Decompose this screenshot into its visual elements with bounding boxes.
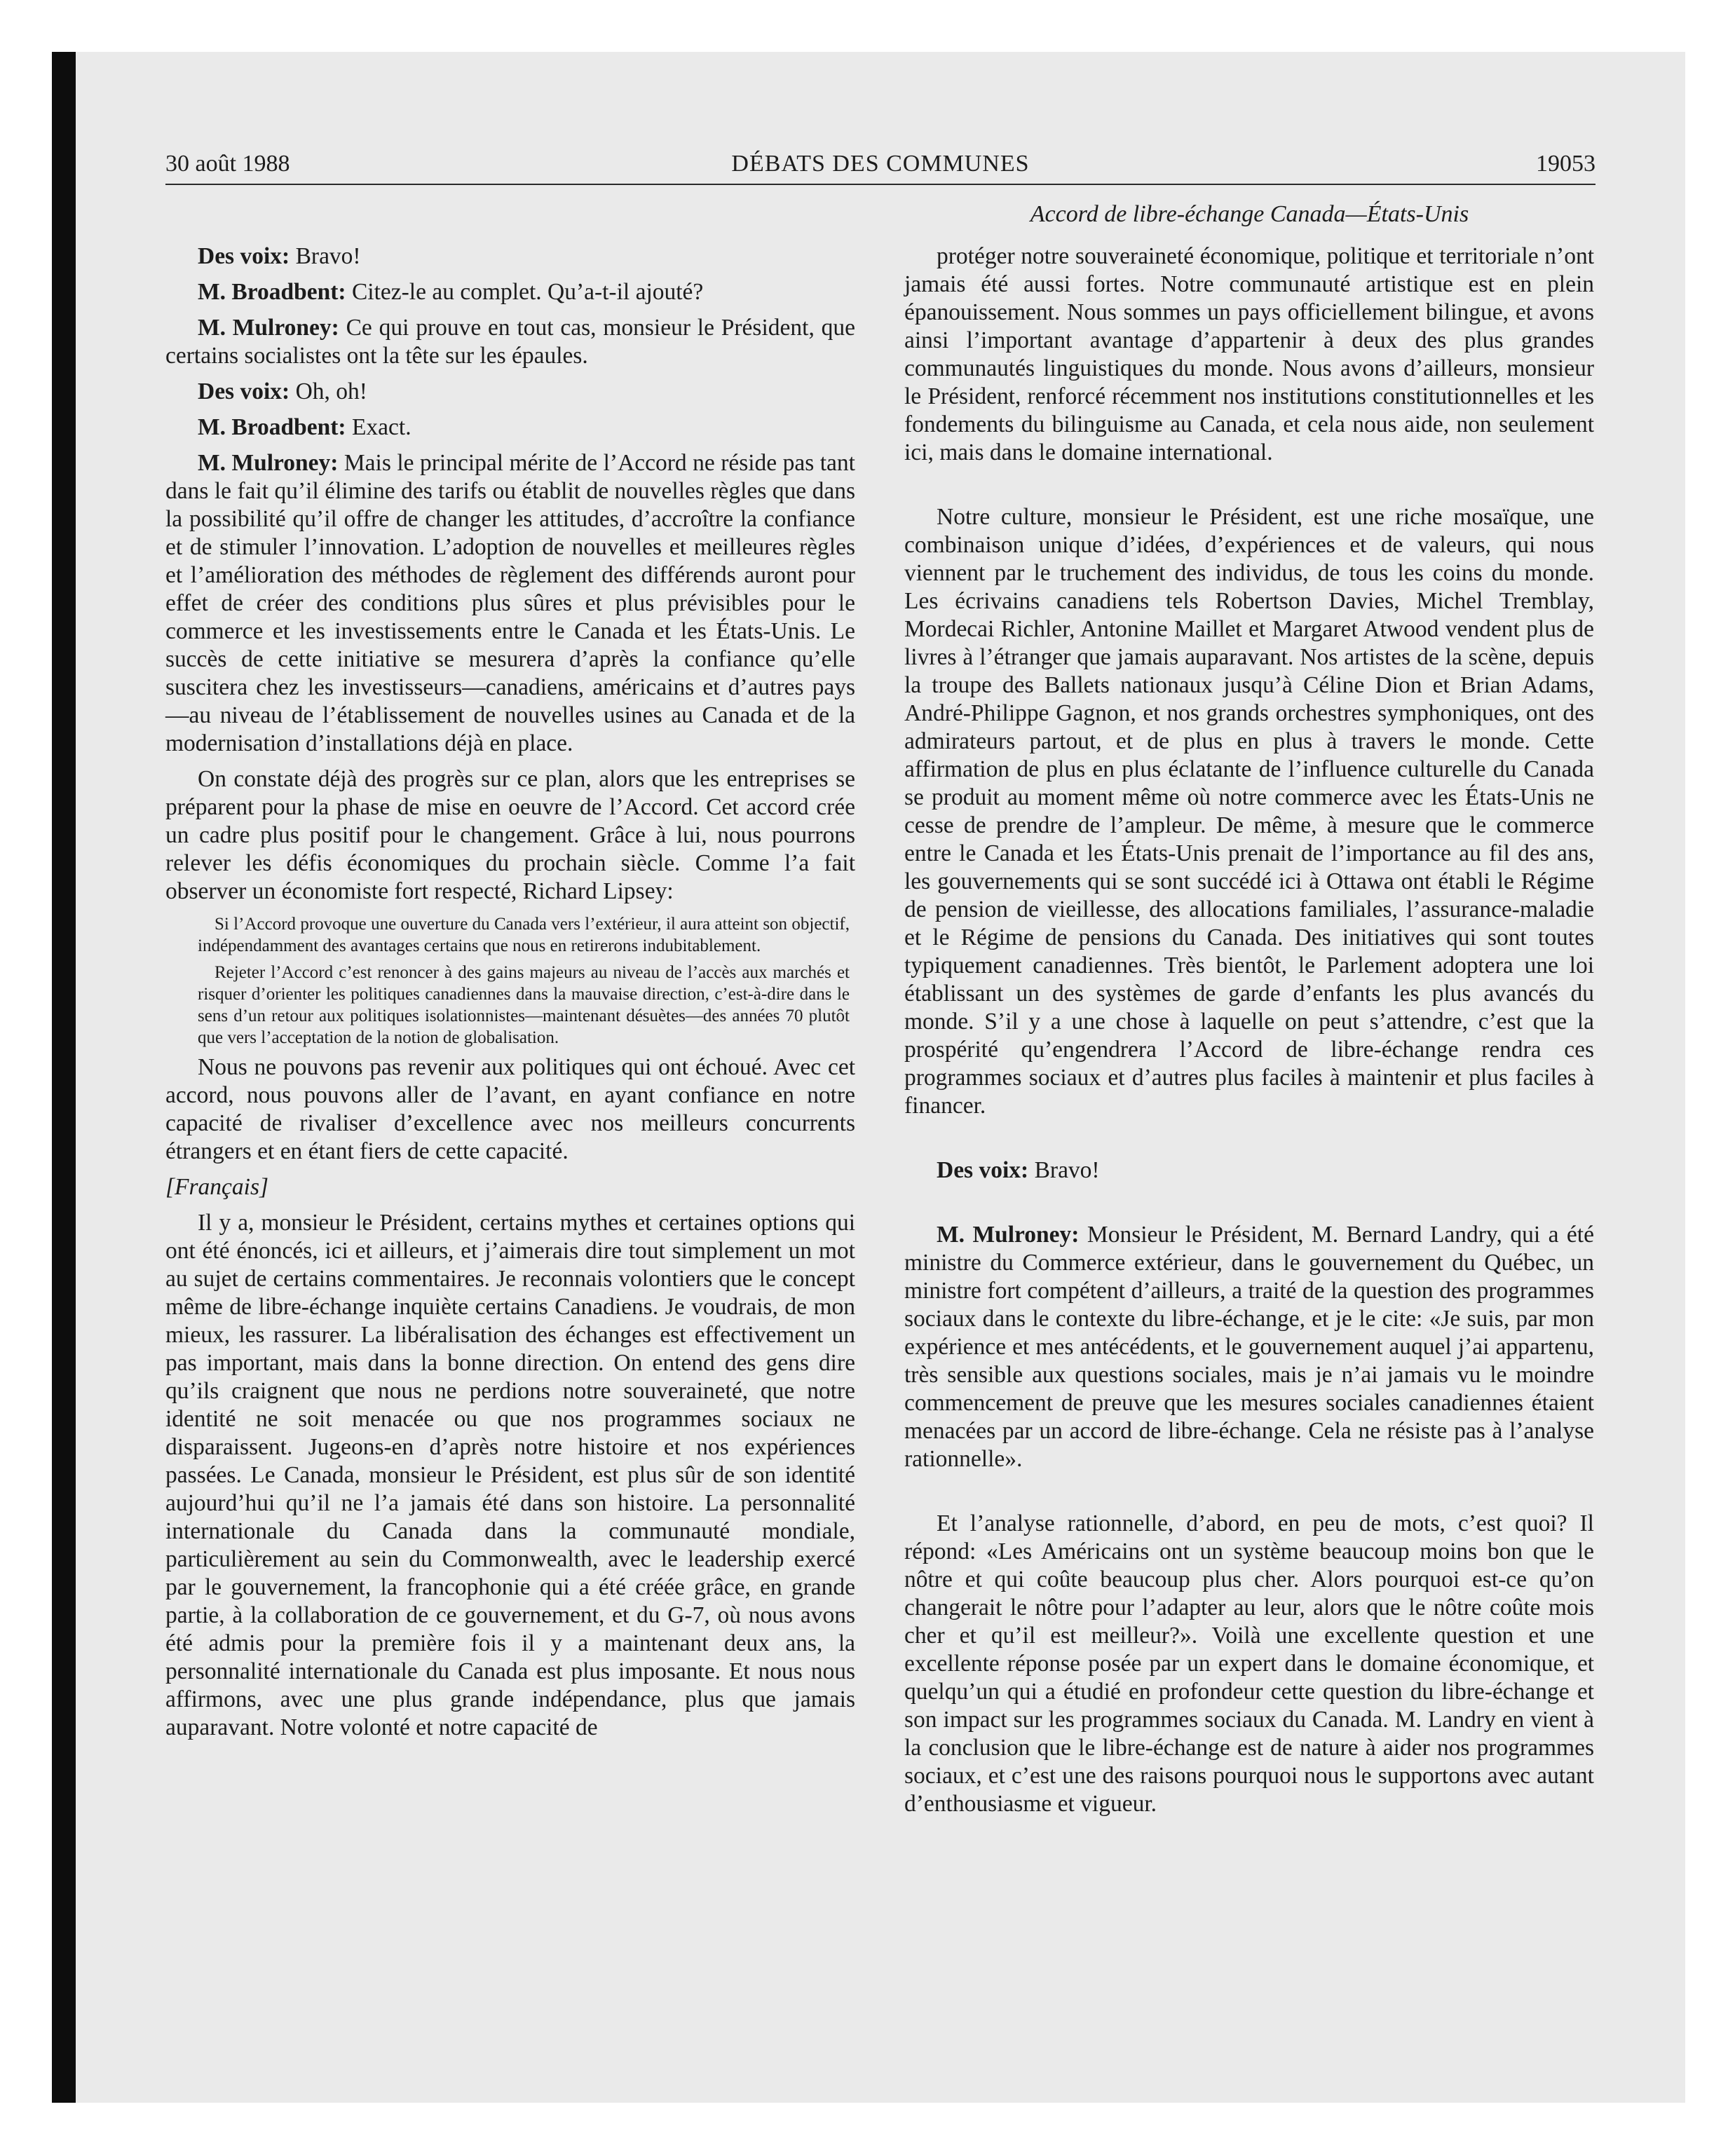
paragraph-text: On constate déjà des progrès sur ce plan, alors que les entreprises se préparent pour la phase de mise en oeuvre de l’Accord. Cet accord crée un cadre plus positif pour le changement. Grâce à lui, nous pourrons relever les défis économiques du prochain siècle. Comme l’a fait observer un économiste fort respecté, Richard Lipsey: xyxy=(165,766,855,904)
page-header xyxy=(165,150,1595,185)
paragraph xyxy=(165,378,855,406)
paragraph xyxy=(165,1053,855,1166)
paragraph-text: Il y a, monsieur le Président, certains mythes et certaines options qui ont été énoncés, ici et ailleurs, et j’aimerais dire tout simplement un mot au sujet de certains commentaires. Je reconnais volontiers que le concept même de libre-échange inquiète certains Canadiens. Je voudrais, de mon mieux, les rassurer. La libéralisation des échanges est effectivement un pas important, mais dans la bonne direction. On entend des gens dire qu’ils craignent que nous ne perdions notre souveraineté, que notre identité ne soit menacée ou que nos programmes sociaux ne disparaissent. Jugeons-en d’après notre histoire et nos expériences passées. Le Canada, monsieur le Président, est plus sûr de son identité aujourd’hui qu’il ne l’a jamais été dans son histoire. La personnalité internationale du Canada dans la communauté mondiale, particulièrement au sein du Commonwealth, avec le leadership exercé par le gouvernement, la francophonie qui a été créée grâce, en grande partie, à la collaboration de ce gouvernement, et du G-7, où nous avons été admis pour la première fois il y a maintenant deux ans, la personnalité internationale du Canada est plus imposante. Et nous nous affirmons, avec une plus grande indépendance, plus que jamais auparavant. Notre volonté et notre capacité de xyxy=(165,1210,855,1740)
right-column xyxy=(904,243,1594,1826)
paragraph-text: Notre culture, monsieur le Président, est une riche mosaïque, une combinaison unique d’idées, d’expériences et de valeurs, qui nous viennent par le truchement des individus, de tous les coins du monde. Les écrivains canadiens tels Robertson Davies, Michel Tremblay, Mordecai Richler, Antonine Maillet et Margaret Atwood vendent plus de livres à l’étranger que jamais auparavant. Nos artistes de la scène, depuis la troupe des Ballets nationaux jusqu’à Céline Dion et Brian Adams, André-Philippe Gagnon, et nos grands orchestres symphoniques, ont des admirateurs partout, et de plus en plus à travers le monde. Cette affirmation de plus en plus éclatante de l’influence culturelle du Canada se produit au moment même où notre commerce avec les États-Unis ne cesse de prendre de l’ampleur. De même, à mesure que le commerce entre le Canada et les États-Unis prenait de l’importance au fil des ans, les gouvernements qui se sont succédé ici à Ottawa ont établi le Régime de pension de vieillesse, des allocations familiales, l’assurance-maladie et le Régime de pensions du Canada. Des initiatives qui sont toutes typiquement canadiennes. Très bientôt, le Parlement adoptera une loi établissant un des systèmes de garde d’enfants les plus avancés du monde. S’il y a une chose à laquelle on peut s’attendre, c’est que la prospérité qu’engendrera l’Accord de libre-échange rendra ces programmes sociaux et d’autres plus faciles à maintenir et plus faciles à financer. xyxy=(904,504,1594,1119)
paragraph-text: Exact. xyxy=(346,414,411,440)
header-page-number: 19053 xyxy=(1536,151,1595,177)
paragraph xyxy=(165,314,855,370)
header-publication-title: DÉBATS DES COMMUNES xyxy=(731,151,1030,177)
paragraph-text: Nous ne pouvons pas revenir aux politiques qui ont échoué. Avec cet accord, nous pouvons aller de l’avant, en ayant confiance en notre capacité de rivaliser d’excellence avec nos meilleurs concurrents étrangers et en étant fiers de cette capacité. xyxy=(165,1054,855,1164)
language-marker xyxy=(165,1173,855,1201)
paragraph-text: Monsieur le Président, M. Bernard Landry, qui a été ministre du Commerce extérieur, dans le gouvernement du Québec, un ministre fort compétent d’ailleurs, a traité de la question des programmes sociaux dans le contexte du libre-échange, et je le cite: «Je suis, par mon expérience et mes antécédents, et le gouvernement auquel j’ai appartenu, très sensible aux questions sociales, mais je n’ai jamais vu le moindre commencement de preuve que les mesures sociales canadiennes étaient menacées par un accord de libre-échange. Cela ne résiste pas à l’analyse rationnelle». xyxy=(904,1222,1594,1472)
paragraph xyxy=(165,765,855,906)
paragraph xyxy=(165,414,855,442)
paragraph xyxy=(904,243,1594,467)
paragraph-text: Bravo! xyxy=(290,243,361,269)
paragraph xyxy=(165,243,855,271)
paragraph xyxy=(904,1510,1594,1818)
paragraph-text: Si l’Accord provoque une ouverture du Canada vers l’extérieur, il aura atteint son objectif, indépendamment des avantages certains que nous en retirerons indubitablement. xyxy=(198,915,850,955)
scan-edge-bar xyxy=(52,52,76,2103)
paragraph-text: Rejeter l’Accord c’est renoncer à des gains majeurs au niveau de l’accès aux marchés et risquer d’orienter les politiques canadiennes dans la mauvaise direction, c’est-à-dire dans le sens d’un retour aux politiques isolationnistes—maintenant désuètes—des années 70 plutôt que vers l’acceptation de la notion de globalisation. xyxy=(198,963,850,1047)
paragraph-text: Bravo! xyxy=(1028,1157,1100,1183)
paragraph-text: protéger notre souveraineté économique, politique et territoriale n’ont jamais été aussi fortes. Notre communauté artistique est en plein épanouissement. Nous sommes un pays officiellement bilingue, et avons ainsi l’important avantage d’appartenir à deux des plus grandes communautés linguistiques du monde. Nous avons d’ailleurs, monsieur le Président, renforcé récemment nos institutions constitutionnelles et les fondements du bilinguisme au Canada, et cela nous aide, non seulement ici, mais dans le domaine international. xyxy=(904,243,1594,465)
speaker-name: Des voix: xyxy=(198,378,290,404)
paragraph xyxy=(165,278,855,306)
paragraph xyxy=(904,1221,1594,1473)
paragraph xyxy=(165,1209,855,1742)
block-quote xyxy=(165,962,855,1049)
speaker-name: M. Mulroney: xyxy=(198,315,339,341)
paragraph-text: Mais le principal mérite de l’Accord ne réside pas tant dans le fait qu’il élimine des tarifs ou établit de nouvelles règles que dans la possibilité qu’il offre de changer les attitudes, d’accroître la confiance et de stimuler l’innovation. L’adoption de nouvelles et meilleures règles et l’amélioration des méthodes de règlement des différends auront pour effet de créer des conditions plus sûres et plus prévisibles pour le commerce et les investissements entre le Canada et les États-Unis. Le succès de cette initiative se mesurera d’après la confiance qu’elle suscitera chez les investisseurs—canadiens, américains et d’autres pays—au niveau de l’établissement de nouvelles usines au Canada et de la modernisation d’installations déjà en place. xyxy=(165,450,855,756)
speaker-name: M. Broadbent: xyxy=(198,414,346,440)
paragraph-text: Ce qui prouve en tout cas, monsieur le Président, que certains socialistes ont la tête sur les épaules. xyxy=(165,315,855,369)
paragraph-text: Et l’analyse rationnelle, d’abord, en peu de mots, c’est quoi? Il répond: «Les Américains ont un système beaucoup moins bon que le nôtre et qui coûte beaucoup plus cher. Alors pourquoi est-ce qu’on changerait le nôtre pour l’adapter au leur, alors que le nôtre coûte mois cher et qu’il est meilleur?». Voilà une excellente question et une excellente réponse posée par un expert dans le domaine économique, et quelqu’un qui a étudié en profondeur cette question du libre-échange et son impact sur les programmes sociaux du Canada. M. Landry en vient à la conclusion que le libre-échange est de nature à aider nos programmes sociaux, et c’est une des raisons pourquoi nous le supportons avec autant d’enthousiasme et vigueur. xyxy=(904,1510,1594,1817)
speaker-name: Des voix: xyxy=(937,1157,1029,1183)
paragraph-text: Oh, oh! xyxy=(290,378,367,404)
paragraph xyxy=(904,1157,1594,1185)
speaker-name: M. Mulroney: xyxy=(937,1222,1080,1248)
left-column xyxy=(165,243,855,1749)
speaker-name: M. Broadbent: xyxy=(198,279,346,305)
section-title: Accord de libre-échange Canada—États-Unis xyxy=(1030,201,1469,227)
paragraph xyxy=(165,449,855,758)
speaker-name: Des voix: xyxy=(198,243,290,269)
paragraph xyxy=(904,503,1594,1120)
paragraph-text: [Français] xyxy=(165,1174,269,1200)
paragraph-text: Citez-le au complet. Qu’a-t-il ajouté? xyxy=(346,279,704,305)
header-date: 30 août 1988 xyxy=(165,151,290,177)
block-quote xyxy=(165,913,855,957)
speaker-name: M. Mulroney: xyxy=(198,450,339,476)
